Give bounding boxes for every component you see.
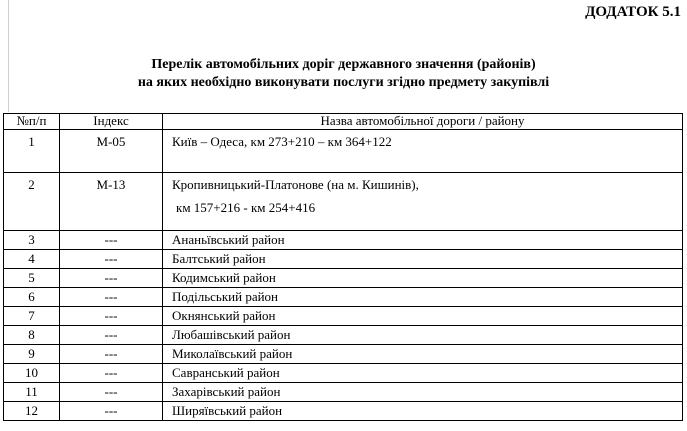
road-name	[163, 173, 683, 231]
table-row	[4, 307, 683, 326]
table-row	[4, 250, 683, 269]
column-header-number: №п/п	[4, 114, 60, 130]
table-row	[4, 231, 683, 250]
district-name: Захарівський район	[163, 383, 683, 402]
table-row	[4, 130, 683, 173]
row-number: 12	[4, 402, 60, 421]
road-index: ---	[60, 402, 163, 421]
road-index: ---	[60, 288, 163, 307]
road-name-line-1: Київ – Одеса, км 273+210 – км 364+122	[172, 134, 392, 149]
row-number: 5	[4, 269, 60, 288]
column-header-road-name: Назва автомобільної дороги / району	[163, 114, 683, 130]
district-name: Любашівський район	[163, 326, 683, 345]
road-index: ---	[60, 250, 163, 269]
table-row	[4, 173, 683, 231]
row-number: 11	[4, 383, 60, 402]
road-index: ---	[60, 326, 163, 345]
road-index: М-05	[60, 130, 163, 173]
road-name-line-2: км 157+216 - км 254+416	[176, 200, 316, 215]
document-title-line-1: Перелік автомобільних доріг державного значення (районів)	[151, 57, 536, 72]
district-name: Миколаївський район	[163, 345, 683, 364]
road-index: М-13	[60, 173, 163, 231]
road-index: ---	[60, 364, 163, 383]
table-row	[4, 269, 683, 288]
road-index: ---	[60, 383, 163, 402]
road-index: ---	[60, 231, 163, 250]
district-name: Окнянський район	[163, 307, 683, 326]
row-number: 2	[4, 173, 60, 231]
district-name: Ширяївський район	[163, 402, 683, 421]
road-name	[163, 130, 683, 173]
road-name-line-1: Кропивницький-Платонове (на м. Кишинів),	[172, 177, 419, 192]
table-row	[4, 288, 683, 307]
row-number: 9	[4, 345, 60, 364]
district-name: Кодимський район	[163, 269, 683, 288]
row-number: 10	[4, 364, 60, 383]
district-name: Балтський район	[163, 250, 683, 269]
district-name: Подільський район	[163, 288, 683, 307]
table-header-row	[4, 114, 683, 130]
row-number: 1	[4, 130, 60, 173]
appendix-label: ДОДАТОК 5.1	[585, 4, 681, 20]
roads-table	[3, 113, 683, 421]
district-name: Савранський район	[163, 364, 683, 383]
row-number: 6	[4, 288, 60, 307]
table-row	[4, 326, 683, 345]
table-row	[4, 364, 683, 383]
page-margin-line	[8, 0, 9, 112]
road-index: ---	[60, 307, 163, 326]
row-number: 3	[4, 231, 60, 250]
row-number: 4	[4, 250, 60, 269]
row-number: 8	[4, 326, 60, 345]
table-row	[4, 383, 683, 402]
document-title-line-2: на яких необхідно виконувати послуги згідно предмету закупівлі	[137, 75, 550, 90]
table-row	[4, 402, 683, 421]
road-index: ---	[60, 269, 163, 288]
table-row	[4, 345, 683, 364]
district-name: Ананьївський район	[163, 231, 683, 250]
row-number: 7	[4, 307, 60, 326]
column-header-index: Індекс	[60, 114, 163, 130]
road-index: ---	[60, 345, 163, 364]
